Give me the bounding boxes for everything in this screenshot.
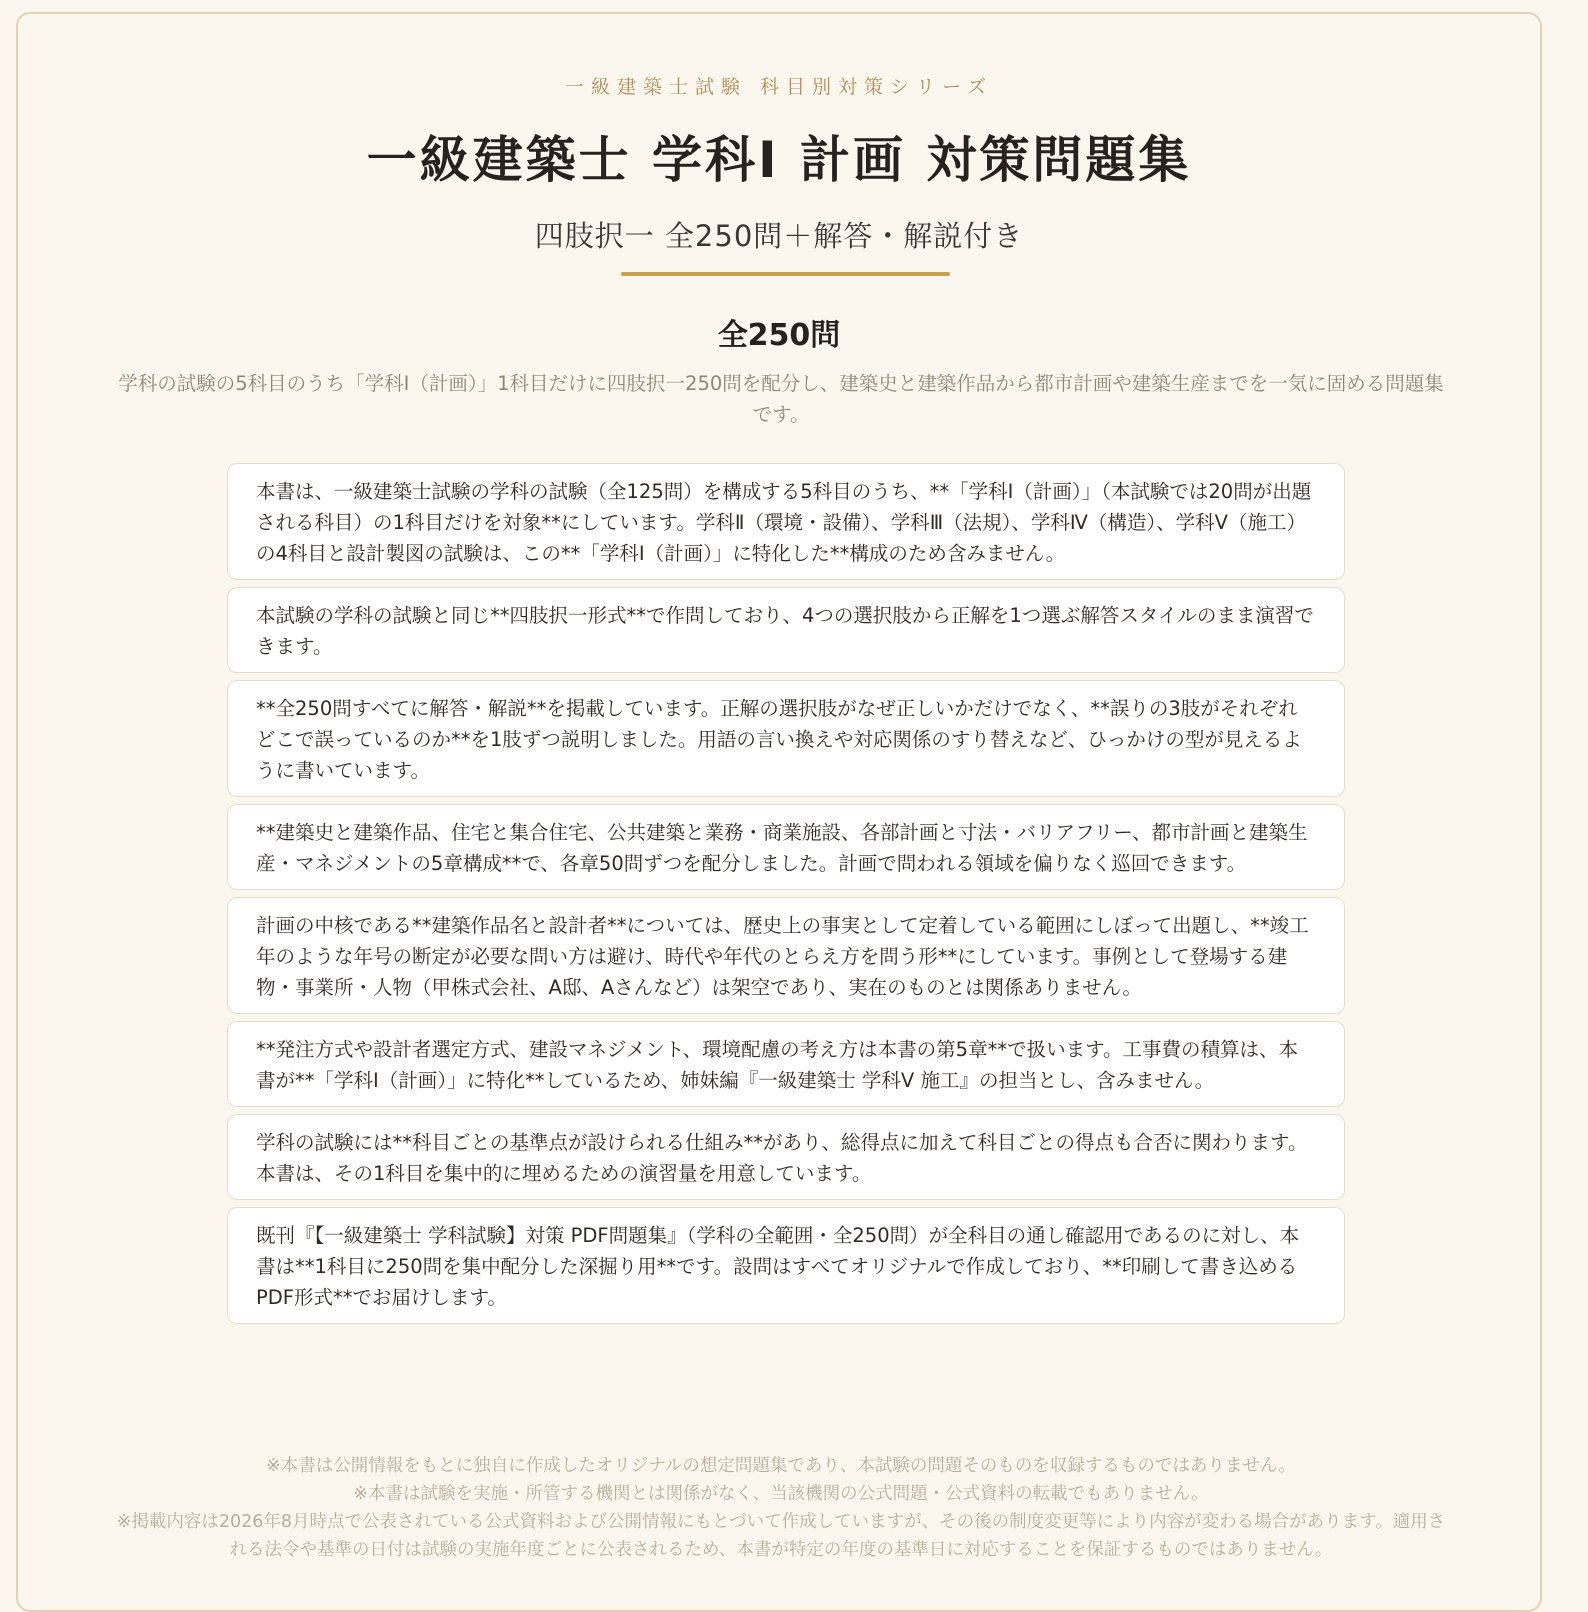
product-page [16,12,1542,1612]
disclaimer-note: ※本書は試験を実施・所管する機関とは関係がなく、当該機関の公式問題・公式資料の転載でもありません。 [353,1484,1209,1504]
feature-card: 本試験の学科の試験と同じ**四肢択一形式**で作問しており、4つの選択肢から正解を1つ選ぶ解答スタイルのまま演習できます。 [227,587,1345,673]
disclaimer-note: ※本書は公開情報をもとに独自に作成したオリジナルの想定問題集であり、本試験の問題そのものを収録するものではありません。 [266,1456,1296,1476]
disclaimer-notes [108,1452,1454,1564]
gold-divider [621,272,950,276]
question-count-heading: 全250問 [717,318,841,353]
page-title: 一級建築士 学科Ⅰ 計画 対策問題集 [366,131,1192,189]
feature-list [227,463,1345,1331]
feature-card: **発注方式や設計者選定方式、建設マネジメント、環境配慮の考え方は本書の第5章**で扱います。工事費の積算は、本書が**「学科Ⅰ（計画）」に特化**しているため、姉妹編『一級建築士 学科Ⅴ 施工』の担当とし、含みません。 [227,1021,1345,1107]
series-label: 一級建築士試験 科目別対策シリーズ [564,76,994,98]
feature-card: 本書は、一級建築士試験の学科の試験（全125問）を構成する5科目のうち、**「学科Ⅰ（計画）」（本試験では20問が出題される科目）の1科目だけを対象**にしています。学科Ⅱ（環境・設備）、学科Ⅲ（法規）、学科Ⅳ（構造）、学科Ⅴ（施工）の4科目と設計製図の試験は、この**「学科Ⅰ（計画）」に特化した**構成のため含みません。 [227,463,1345,580]
page-subtitle: 四肢択一 全250問＋解答・解説付き [534,219,1024,253]
feature-card: **建築史と建築作品、住宅と集合住宅、公共建築と業務・商業施設、各部計画と寸法・バリアフリー、都市計画と建築生産・マネジメントの5章構成**で、各章50問ずつを配分しました。計画で問われる領域を偏りなく巡回できます。 [227,804,1345,890]
lead-text: 学科の試験の5科目のうち「学科Ⅰ（計画）」1科目だけに四肢択一250問を配分し、建築史と建築作品から都市計画や建築生産までを一気に固める問題集です。 [118,372,1444,426]
feature-card: 既刊『【一級建築士 学科試験】対策 PDF問題集』（学科の全範囲・全250問）が全科目の通し確認用であるのに対し、本書は**1科目に250問を集中配分した深掘り用**です。設問はすべてオリジナルで作成しており、**印刷して書き込めるPDF形式**でお届けします。 [227,1207,1345,1324]
disclaimer-note: ※掲載内容は2026年8月時点で公表されている公式資料および公開情報にもとづいて作成していますが、その後の制度変更等により内容が変わる場合があります。適用される法令や基準の日付は試験の実施年度ごとに公表されるため、本書が特定の年度の基準日に対応することを保証するものではありません。 [116,1512,1446,1560]
feature-card: 計画の中核である**建築作品名と設計者**については、歴史上の事実として定着している範囲にしぼって出題し、**竣工年のような年号の断定が必要な問い方は避け、時代や年代のとらえ方を問う形**にしています。事例として登場する建物・事業所・人物（甲株式会社、A邸、Aさんなど）は架空であり、実在のものとは関係ありません。 [227,897,1345,1014]
feature-card: **全250問すべてに解答・解説**を掲載しています。正解の選択肢がなぜ正しいかだけでなく、**誤りの3肢がそれぞれどこで誤っているのか**を1肢ずつ説明しました。用語の言い換えや対応関係のすり替えなど、ひっかけの型が見えるように書いています。 [227,680,1345,797]
feature-card: 学科の試験には**科目ごとの基準点が設けられる仕組み**があり、総得点に加えて科目ごとの得点も合否に関わります。本書は、その1科目を集中的に埋めるための演習量を用意しています。 [227,1114,1345,1200]
